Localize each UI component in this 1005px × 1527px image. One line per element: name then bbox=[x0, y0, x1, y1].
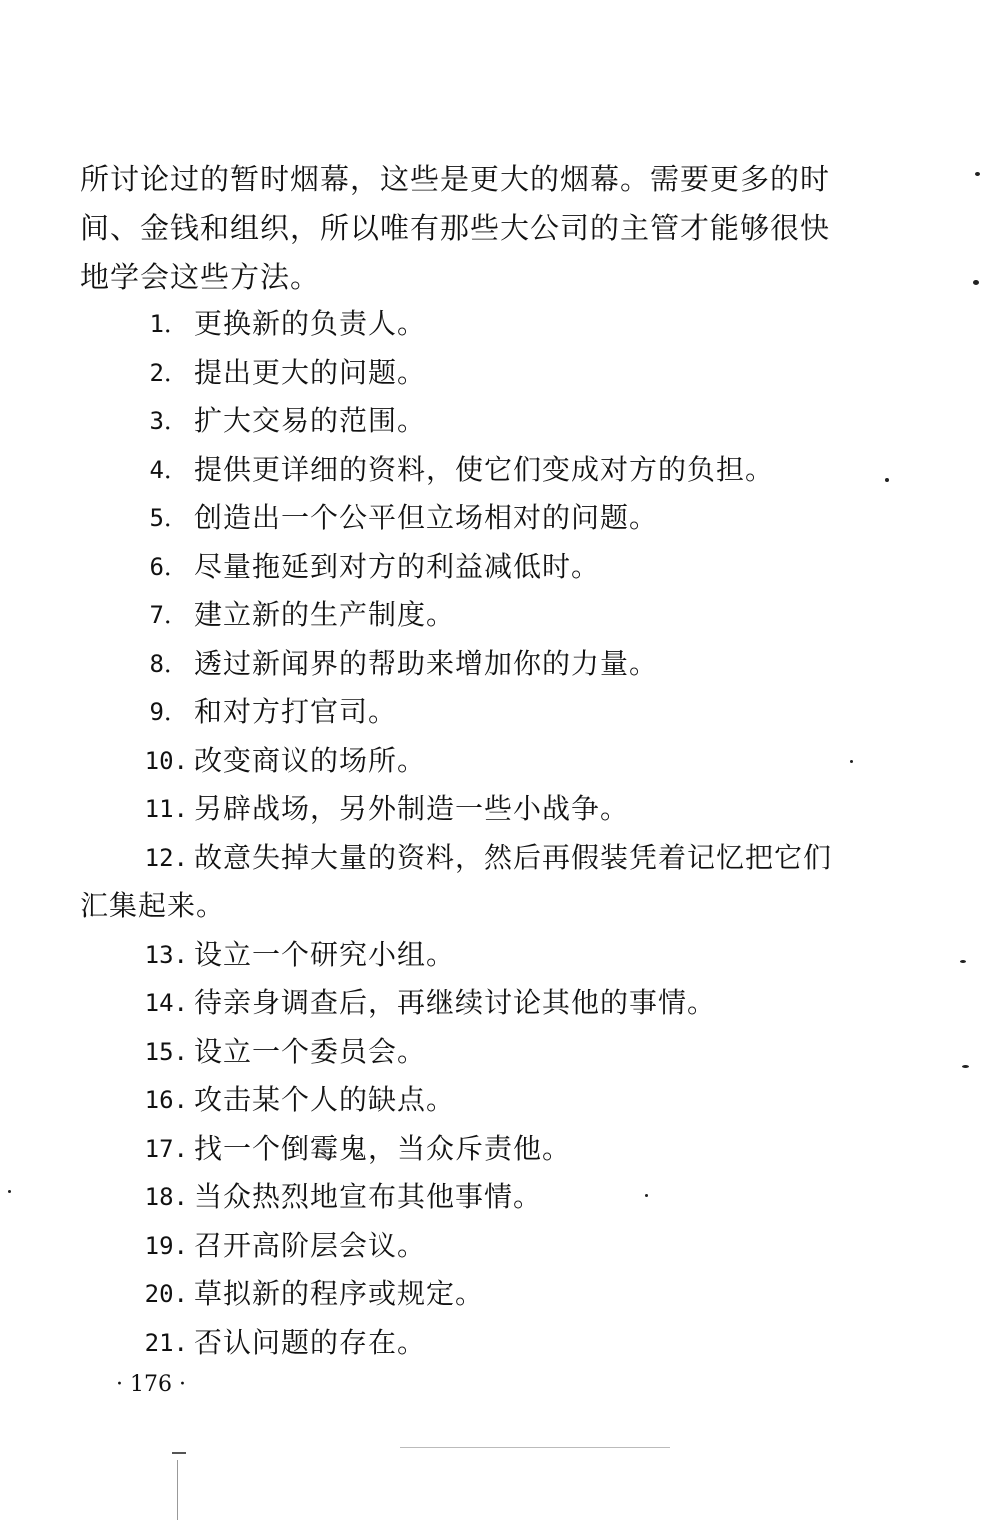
list-item bbox=[0, 785, 1005, 834]
item-number: 17. bbox=[144, 1134, 188, 1163]
scan-speck bbox=[973, 280, 979, 285]
item-number: 18. bbox=[144, 1183, 188, 1211]
item-number: 10. bbox=[144, 746, 188, 775]
item-number: 19. bbox=[144, 1231, 188, 1260]
item-number: 16. bbox=[144, 1086, 188, 1114]
item-number: 7． bbox=[149, 601, 188, 629]
scan-speck bbox=[885, 478, 889, 482]
list-item bbox=[0, 931, 1005, 980]
list-item bbox=[0, 1125, 1005, 1174]
list-item bbox=[0, 1076, 1005, 1125]
item-number: 3． bbox=[149, 407, 188, 435]
item-text: 待亲身调查后，再继续讨论其他的事情。 bbox=[194, 986, 717, 1019]
item-text: 扩大交易的范围。 bbox=[194, 404, 427, 437]
intro-paragraph: 所讨论过的暂时烟幕，这些是更大的烟幕。需要更多的时间、金钱和组织，所以唯有那些大公司的主管才能够很快地学会这些方法。 bbox=[80, 162, 831, 294]
scan-speck bbox=[645, 1194, 648, 1197]
item-text: 设立一个研究小组。 bbox=[194, 937, 456, 971]
item-text: 创造出一个公平但立场相对的问题。 bbox=[194, 501, 659, 534]
item-text: 当众热烈地宣布其他事情。 bbox=[194, 1180, 543, 1213]
item-text: 改变商议的场所。 bbox=[194, 743, 427, 777]
item-text: 找一个倒霉鬼，当众斥责他。 bbox=[194, 1131, 572, 1165]
item-number: 8． bbox=[149, 649, 188, 678]
item-text: 更换新的负责人。 bbox=[194, 307, 427, 340]
item-number: 11. bbox=[144, 795, 188, 823]
scan-line bbox=[172, 1452, 186, 1454]
item-number: 12. bbox=[144, 843, 188, 872]
list-item bbox=[0, 543, 1005, 592]
item-number: 2． bbox=[149, 358, 188, 387]
list-item bbox=[0, 1270, 1005, 1319]
item-number: 20. bbox=[144, 1280, 188, 1308]
item-number: 4． bbox=[149, 455, 188, 484]
list-item bbox=[0, 1319, 1005, 1368]
item-text: 和对方打官司。 bbox=[194, 695, 398, 728]
scan-speck bbox=[8, 1190, 11, 1193]
scan-line bbox=[400, 1447, 670, 1448]
item-number: 9． bbox=[149, 698, 188, 726]
list-item bbox=[0, 300, 1005, 349]
item-text: 提出更大的问题。 bbox=[194, 355, 427, 389]
item-text: 草拟新的程序或规定。 bbox=[194, 1277, 485, 1310]
item-text: 召开高阶层会议。 bbox=[194, 1228, 427, 1262]
scan-speck bbox=[962, 1065, 969, 1068]
list-item bbox=[0, 494, 1005, 543]
item-number: 13. bbox=[144, 940, 188, 969]
item-text: 建立新的生产制度。 bbox=[194, 598, 456, 631]
list-item bbox=[0, 1028, 1005, 1077]
item-number: 1． bbox=[149, 310, 188, 338]
scan-speck bbox=[975, 172, 980, 176]
list-item bbox=[0, 591, 1005, 640]
list-item bbox=[0, 397, 1005, 446]
item-number: 14. bbox=[144, 989, 188, 1017]
scan-speck bbox=[960, 960, 966, 963]
page-number: · 176 · bbox=[116, 1372, 186, 1397]
list-item bbox=[0, 1222, 1005, 1271]
scan-line bbox=[177, 1460, 178, 1520]
item-text: 否认问题的存在。 bbox=[194, 1325, 427, 1359]
list-item bbox=[0, 1173, 1005, 1222]
list-item bbox=[0, 349, 1005, 398]
list-item bbox=[0, 688, 1005, 737]
list-item bbox=[0, 834, 1005, 931]
item-text-line: 故意失掉大量的资料，然后再假装凭着记忆把它们 bbox=[194, 840, 833, 874]
item-number: 21. bbox=[144, 1328, 188, 1357]
list-item bbox=[0, 640, 1005, 689]
item-text: 设立一个委员会。 bbox=[194, 1034, 427, 1068]
scan-speck bbox=[850, 760, 853, 763]
item-text: 尽量拖延到对方的利益减低时。 bbox=[194, 549, 601, 583]
list-item bbox=[0, 446, 1005, 495]
item-text: 透过新闻界的帮助来增加你的力量。 bbox=[194, 646, 659, 680]
item-number: 5． bbox=[149, 504, 188, 532]
list-item bbox=[0, 979, 1005, 1028]
item-text: 攻击某个人的缺点。 bbox=[194, 1083, 456, 1116]
item-number: 15. bbox=[144, 1037, 188, 1066]
item-text: 提供更详细的资料，使它们变成对方的负担。 bbox=[194, 452, 775, 486]
list-item bbox=[0, 737, 1005, 786]
item-text: 另辟战场，另外制造一些小战争。 bbox=[194, 792, 630, 825]
item-number: 6． bbox=[149, 552, 188, 581]
item-text-continuation: 汇集起来。 bbox=[80, 888, 226, 922]
tactics-list bbox=[0, 300, 1005, 1367]
